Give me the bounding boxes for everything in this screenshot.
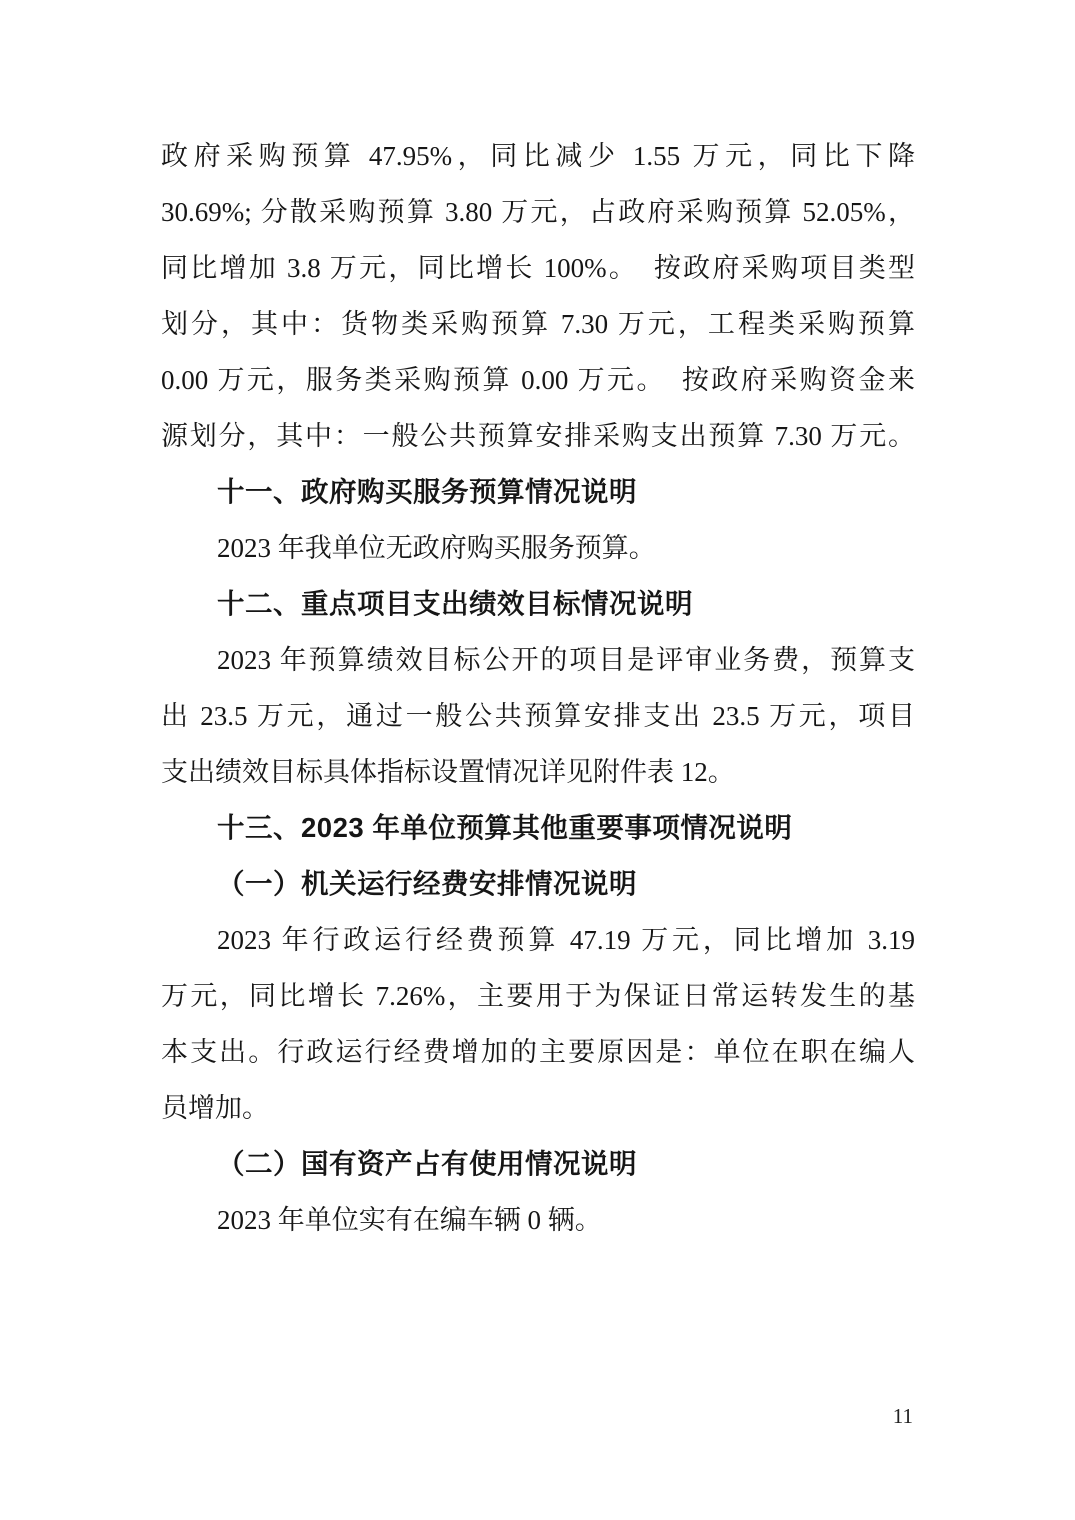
section-heading: 十二、重点项目支出绩效目标情况说明	[217, 588, 693, 619]
paragraph-line: 2023 年单位实有在编车辆 0 辆。	[217, 1205, 602, 1235]
paragraph-line: 支出绩效目标具体指标设置情况详见附件表 12。	[161, 757, 735, 787]
section-heading: （二）国有资产占有使用情况说明	[217, 1148, 637, 1179]
paragraph-line: 2023 年预算绩效目标公开的项目是评审业务费，预算支	[217, 645, 915, 675]
paragraph-line: 0.00 万元，服务类采购预算 0.00 万元。 按政府采购资金来	[161, 365, 915, 395]
paragraph-line: 员增加。	[161, 1093, 269, 1123]
paragraph-line: 出 23.5 万元，通过一般公共预算安排支出 23.5 万元，项目	[161, 701, 915, 731]
paragraph-line: 万元，同比增长 7.26%，主要用于为保证日常运转发生的基	[161, 981, 915, 1011]
paragraph-line: 2023 年行政运行经费预算 47.19 万元，同比增加 3.19	[217, 925, 915, 955]
section-heading: （一）机关运行经费安排情况说明	[217, 868, 637, 899]
paragraph-line: 源划分，其中：一般公共预算安排采购支出预算 7.30 万元。	[161, 421, 915, 451]
paragraph-line: 政府采购预算 47.95%，同比减少 1.55 万元，同比下降	[161, 141, 915, 171]
paragraph-line: 30.69%; 分散采购预算 3.80 万元，占政府采购预算 52.05%，	[161, 197, 915, 227]
paragraph-line: 同比增加 3.8 万元，同比增长 100%。 按政府采购项目类型	[161, 253, 915, 283]
paragraph-line: 划分，其中：货物类采购预算 7.30 万元，工程类采购预算	[161, 309, 915, 339]
paragraph-line: 2023 年我单位无政府购买服务预算。	[217, 533, 656, 563]
section-heading: 十三、2023 年单位预算其他重要事项情况说明	[217, 812, 793, 843]
section-heading: 十一、政府购买服务预算情况说明	[217, 476, 637, 507]
document-body	[161, 128, 915, 1248]
page-number: 11	[892, 1404, 913, 1428]
paragraph-line: 本支出。行政运行经费增加的主要原因是：单位在职在编人	[161, 1037, 915, 1067]
